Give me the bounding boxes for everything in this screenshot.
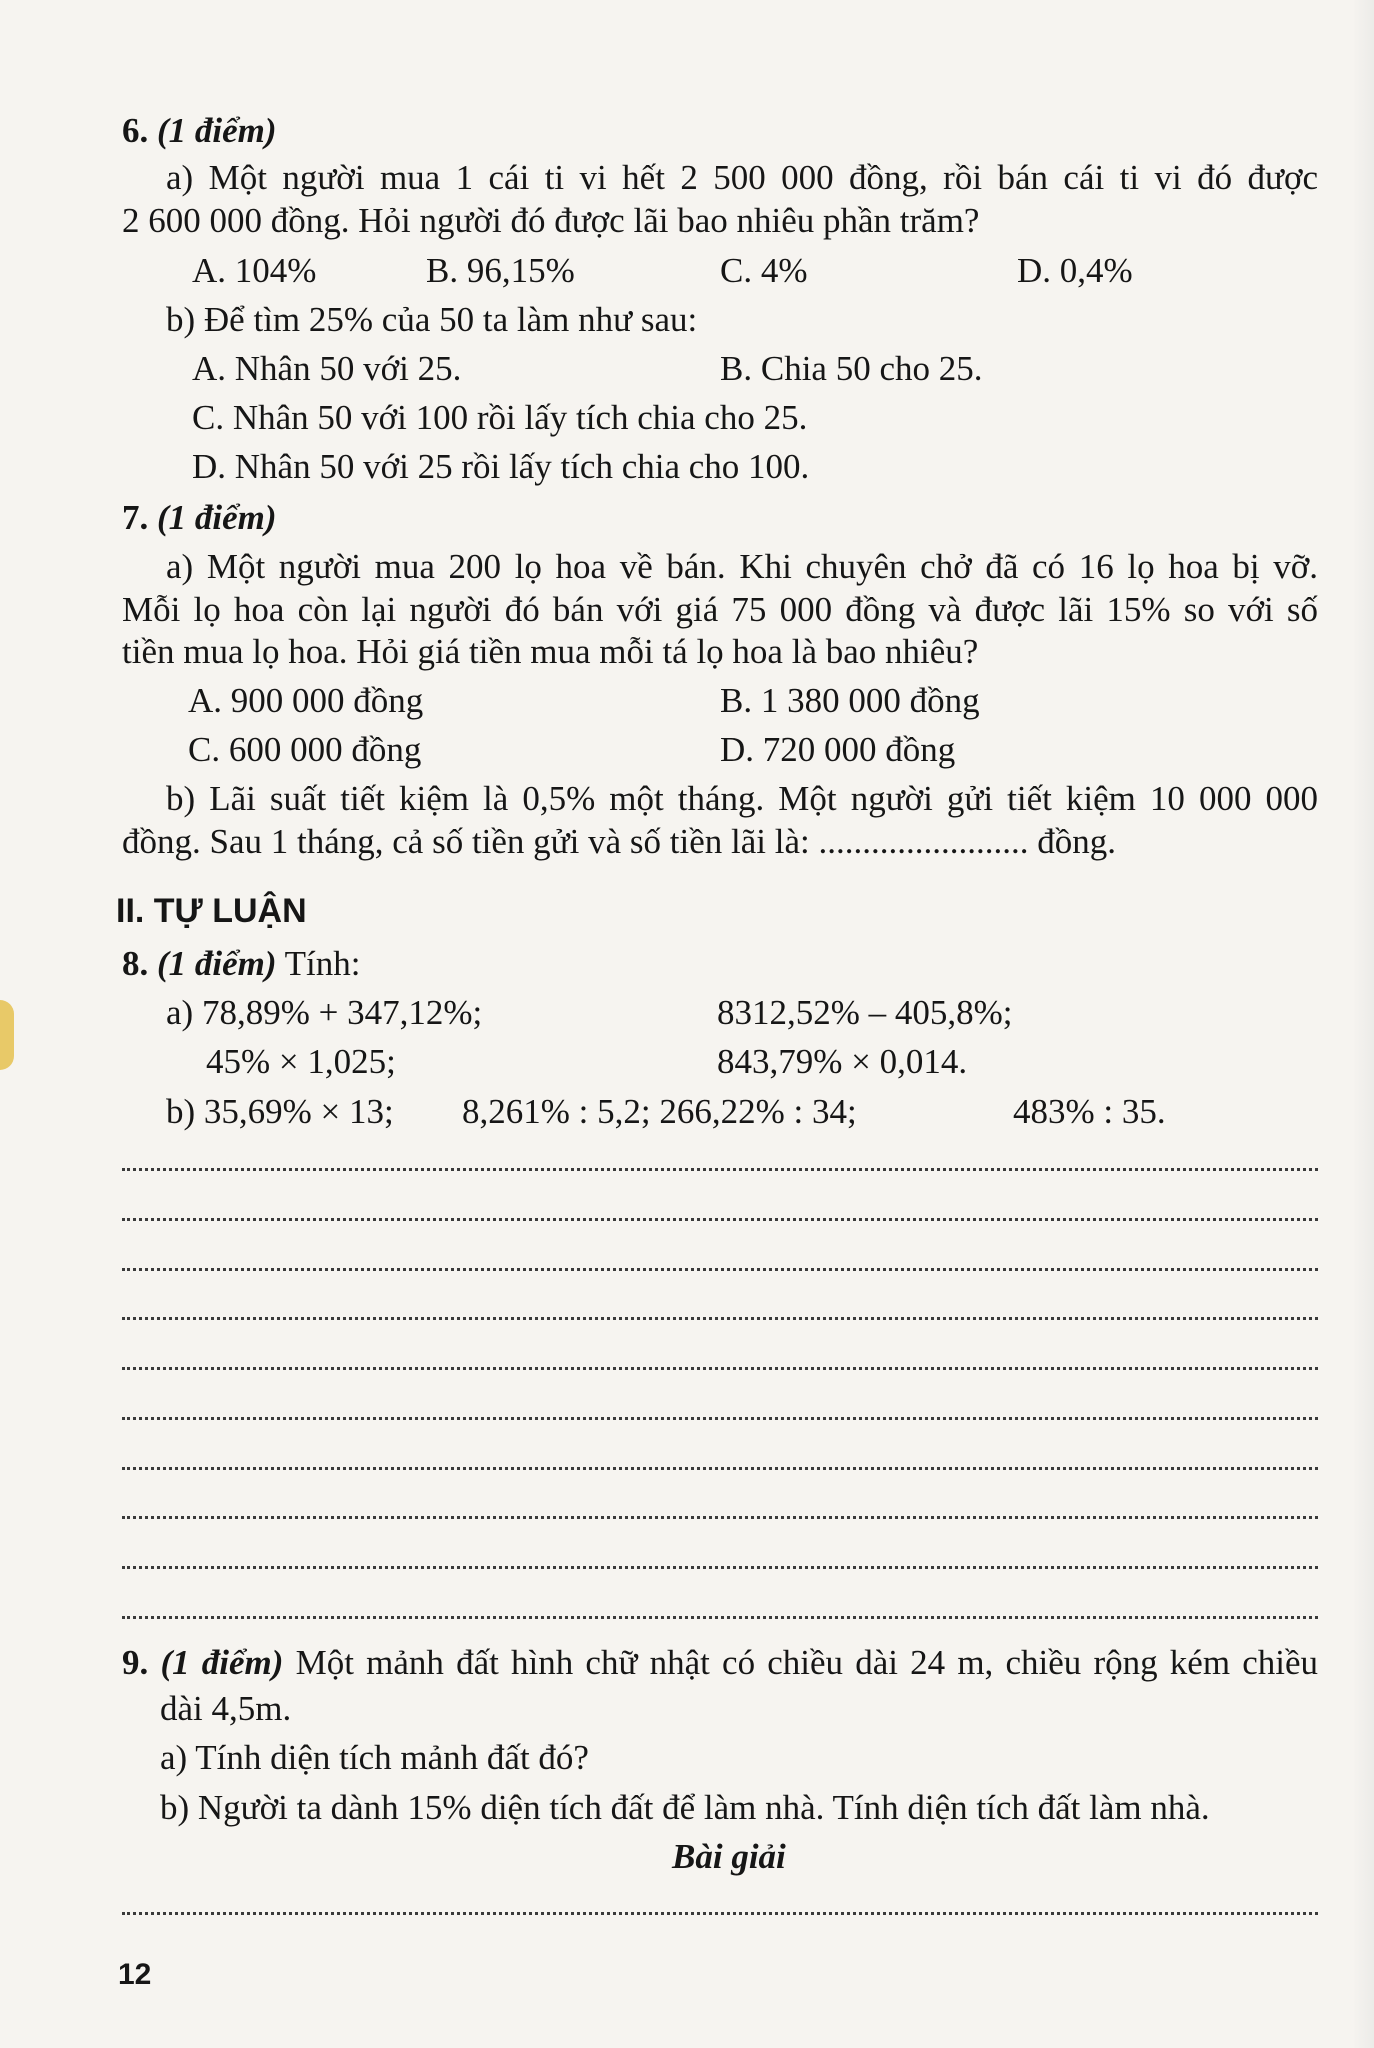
q7-option-b: B. 1 380 000 đồng xyxy=(720,681,980,720)
answer-line xyxy=(122,1417,1318,1420)
answer-line xyxy=(122,1168,1318,1171)
q6-option-b: B. 96,15% xyxy=(426,251,575,290)
question-number: 7. xyxy=(122,498,149,537)
q6-b-option-a: A. Nhân 50 với 25. xyxy=(192,349,462,388)
question-points: (1 điểm) xyxy=(160,1643,284,1682)
q8-b2: 8,261% : 5,2; 266,22% : 34; xyxy=(462,1092,857,1131)
q6-b-option-c: C. Nhân 50 với 100 rồi lấy tích chia cho 25. xyxy=(192,398,808,437)
question-text: Một mảnh đất hình chữ nhật có chiều dài 24 m, chiều rộng kém chiều xyxy=(295,1643,1319,1682)
page-edge-tab xyxy=(0,1000,14,1070)
q7-a-line1: a) Một người mua 200 lọ hoa về bán. Khi chuyên chở đã có 16 lọ hoa bị vỡ. xyxy=(166,547,1318,586)
question-7-header xyxy=(122,500,277,535)
q6-option-d: D. 0,4% xyxy=(1017,251,1133,290)
answer-line xyxy=(122,1516,1318,1519)
question-number: 9. xyxy=(122,1643,149,1682)
answer-line xyxy=(122,1268,1318,1271)
question-label: Tính: xyxy=(284,944,361,983)
q9-b: b) Người ta dành 15% diện tích đất để làm nhà. Tính diện tích đất làm nhà. xyxy=(160,1788,1210,1827)
q6-b-option-d: D. Nhân 50 với 25 rồi lấy tích chia cho 100. xyxy=(192,447,810,486)
q7-option-c: C. 600 000 đồng xyxy=(188,730,422,769)
q6-b-question: b) Để tìm 25% của 50 ta làm như sau: xyxy=(166,300,698,339)
answer-line xyxy=(122,1616,1318,1619)
q7-a-line2: Mỗi lọ hoa còn lại người đó bán với giá 75 000 đồng và được lãi 15% so với số xyxy=(122,590,1318,629)
q6-a-line2: 2 600 000 đồng. Hỏi người đó được lãi bao nhiêu phần trăm? xyxy=(122,201,980,240)
q8-a4: 843,79% × 0,014. xyxy=(717,1042,968,1081)
q6-b-option-b: B. Chia 50 cho 25. xyxy=(720,349,983,388)
question-6-header xyxy=(122,113,277,148)
q6-option-a: A. 104% xyxy=(192,251,317,290)
q6-option-c: C. 4% xyxy=(720,251,808,290)
question-number: 6. xyxy=(122,111,149,150)
question-9-line1 xyxy=(122,1645,1318,1680)
q8-a1: a) 78,89% + 347,12%; xyxy=(166,993,483,1032)
q8-a2: 8312,52% – 405,8%; xyxy=(717,993,1013,1032)
answer-line xyxy=(122,1317,1318,1320)
question-8-header xyxy=(122,946,361,981)
q7-b-line2: đồng. Sau 1 tháng, cả số tiền gửi và số tiền lãi là: ........................ đồng. xyxy=(122,822,1116,861)
q8-a3: 45% × 1,025; xyxy=(206,1042,396,1081)
answer-line xyxy=(122,1367,1318,1370)
question-points: (1 điểm) xyxy=(157,498,277,537)
q8-b3: 483% : 35. xyxy=(1013,1092,1166,1131)
q9-line2: dài 4,5m. xyxy=(160,1689,292,1728)
answer-line xyxy=(122,1218,1318,1221)
q7-b-line1: b) Lãi suất tiết kiệm là 0,5% một tháng. Một người gửi tiết kiệm 10 000 000 xyxy=(166,779,1318,818)
q8-b1: b) 35,69% × 13; xyxy=(166,1092,394,1131)
q7-option-a: A. 900 000 đồng xyxy=(188,681,424,720)
q6-a-line1: a) Một người mua 1 cái ti vi hết 2 500 000 đồng, rồi bán cái ti vi đó được xyxy=(166,158,1318,197)
section-title: II. TỰ LUẬN xyxy=(116,892,307,930)
answer-line xyxy=(122,1566,1318,1569)
solution-label: Bài giải xyxy=(672,1837,786,1876)
q7-a-line3: tiền mua lọ hoa. Hỏi giá tiền mua mỗi tá lọ hoa là bao nhiêu? xyxy=(122,632,979,671)
answer-line xyxy=(122,1912,1318,1915)
question-points: (1 điểm) xyxy=(157,111,277,150)
page-edge-shadow xyxy=(1352,0,1374,2048)
question-points: (1 điểm) xyxy=(157,944,277,983)
page-number: 12 xyxy=(118,1958,152,1991)
answer-line xyxy=(122,1467,1318,1470)
q9-a: a) Tính diện tích mảnh đất đó? xyxy=(160,1738,589,1777)
question-number: 8. xyxy=(122,944,149,983)
q7-option-d: D. 720 000 đồng xyxy=(720,730,956,769)
